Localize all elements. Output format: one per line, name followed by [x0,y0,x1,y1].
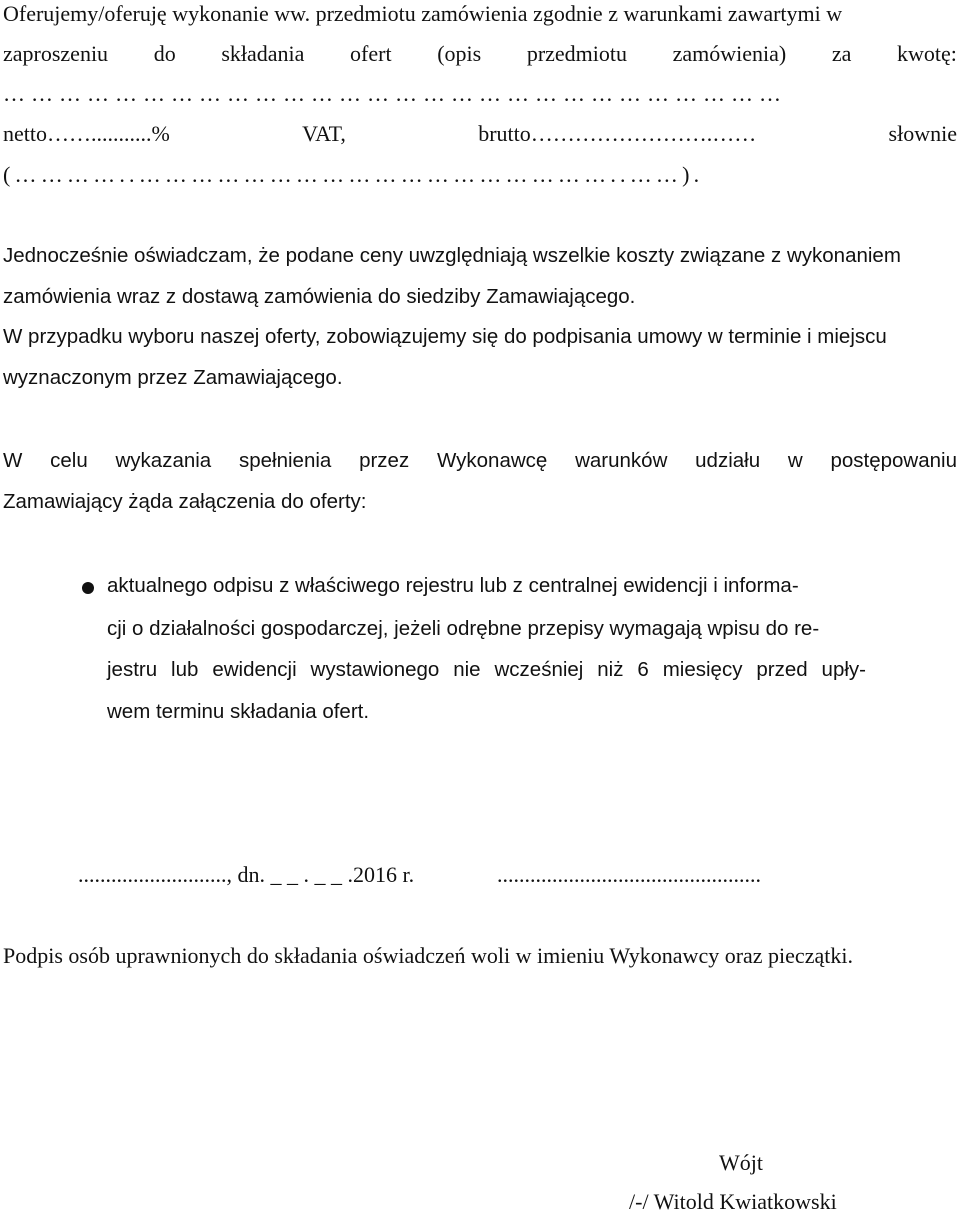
requirement-word: postępowaniu [830,449,957,472]
offer-slownie: słownie [888,121,957,146]
offer-words-amount: (…………..………………………………………………..……). [3,162,704,187]
offer-word: zaproszeniu [3,41,109,66]
signature-note: Podpis osób uprawnionych do składania oświadczeń woli w imieniu Wykonawcy oraz pieczątki. [3,943,853,968]
requirement-word: przez [359,449,410,472]
requirement-word: celu [50,449,88,472]
bullet-line-2: cji o działalności gospodarczej, jeżeli odrębne przepisy wymagają wpisu do re- [107,617,820,640]
bullet-word: ewidencji [212,658,297,681]
bullet-word: miesięcy [662,658,743,681]
offer-word: przedmiotu [526,41,628,66]
bullet-line-4: wem terminu składania ofert. [107,700,370,723]
bullet-word: jestru [107,658,158,681]
bullet-line-3 [107,656,866,684]
bullet-word: lub [171,658,199,681]
bullet-word: wystawionego [310,658,440,681]
statement-line-2: zamówienia wraz z dostawą zamówienia do siedziby Zamawiającego. [3,285,636,308]
requirement-word: Wykonawcę [436,449,548,472]
offer-word: ofert [350,41,392,66]
requirement-word: w [787,449,803,472]
offer-vat: VAT, [302,121,346,146]
statement-line-3: W przypadku wyboru naszej oferty, zobowiązujemy się do podpisania umowy w terminie i miejscu [3,325,887,348]
offer-word: kwotę: [897,41,957,66]
requirement-word: W [3,449,23,472]
offer-word: do [153,41,176,66]
offer-amount-dots: ………………………………………………………………………… [3,81,787,106]
bullet-line-1: aktualnego odpisu z właściwego rejestru lub z centralnej ewidencji i informa- [107,574,799,597]
offer-word: (opis [437,41,482,66]
official-title: Wójt [719,1150,763,1175]
requirement-word: spełnienia [238,449,332,472]
bullet-word: niż [597,658,624,681]
requirement-line-2: Zamawiający żąda załączenia do oferty: [3,490,367,513]
official-name: /-/ Witold Kwiatkowski [629,1189,837,1214]
requirement-word: udziału [695,449,761,472]
offer-word: zamówienia) [672,41,787,66]
offer-line-2 [3,40,957,68]
bullet-icon [82,582,94,594]
requirement-word: warunków [575,449,668,472]
bullet-word: 6 [637,658,649,681]
bullet-word: upły- [821,658,866,681]
bullet-word: przed [756,658,808,681]
statement-line-4: wyznaczonym przez Zamawiającego. [3,366,343,389]
bullet-word: nie [453,658,481,681]
offer-netto: netto……...........% [3,121,170,146]
offer-word: za [831,41,852,66]
bullet-word: wcześniej [494,658,584,681]
offer-line-1: Oferujemy/oferuję wykonanie ww. przedmiotu zamówienia zgodnie z warunkami zawartymi w [3,1,843,26]
offer-word: składania [221,41,305,66]
offer-brutto: brutto…………………….…… [478,121,757,146]
requirement-line-1 [3,447,957,475]
signature-dots: ................................................ [497,862,761,887]
offer-line-4 [3,120,957,148]
statement-line-1: Jednocześnie oświadczam, że podane ceny uwzględniają wszelkie koszty związane z wykonaniem [3,244,901,267]
requirement-word: wykazania [115,449,212,472]
place-date: ..........................., dn. _ _ . _ _ .2016 r. [78,862,415,887]
